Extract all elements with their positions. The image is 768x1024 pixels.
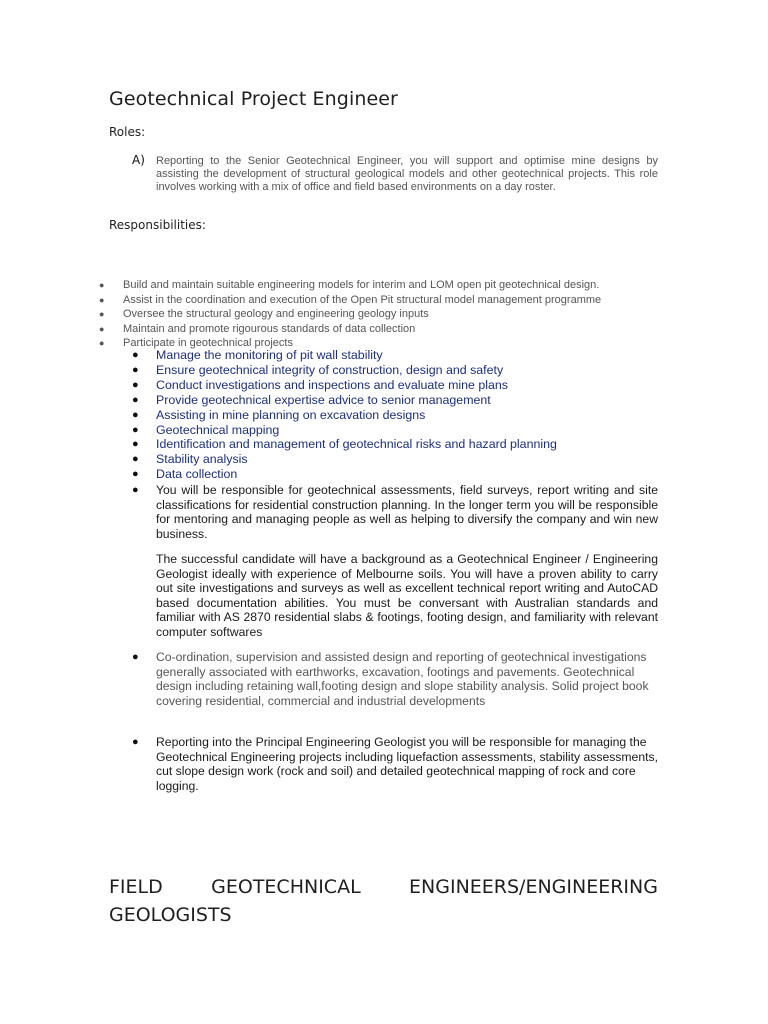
paragraph-reporting: Reporting into the Principal Engineering Geologist you will be responsible for managing the Geotechnical Engineering projects including liquefaction assessments, stability assessments, cut slope design work (rock and soil) and detailed geotechnical mapping of rock and core logging. <box>156 735 658 793</box>
roles-heading: Roles: <box>109 125 146 139</box>
list-item: ● Conduct investigations and inspections and evaluate mine plans <box>132 377 508 392</box>
heading-line-2: GEOLOGISTS <box>109 904 232 926</box>
list-item: ● Maintain and promote rigourous standards of data collection <box>99 322 416 335</box>
heading-word: FIELD <box>109 876 163 898</box>
responsibilities-heading: Responsibilities: <box>109 218 206 232</box>
list-item: ● Identification and management of geotechnical risks and hazard planning <box>132 437 557 452</box>
list-item: ● Provide geotechnical expertise advice to senior management <box>132 392 491 407</box>
bullet-icon: ● <box>132 408 139 421</box>
bullet-icon: ● <box>132 438 139 451</box>
bullet-icon: ● <box>132 378 139 391</box>
list-item: ● Build and maintain suitable engineering models for interim and LOM open pit geotechnical design. <box>99 279 600 291</box>
bullet-icon: ● <box>132 363 139 376</box>
bullet-icon: ● <box>132 736 139 748</box>
roles-description: Reporting to the Senior Geotechnical Engineer, you will support and optimise mine designs by assisting the development of structural geological models and other geotechnical projects. This role involves working with a mix of office and field based environments on a day roster. <box>156 155 658 193</box>
list-item: ● Data collection <box>132 467 238 482</box>
bullet-icon: ● <box>132 484 139 496</box>
list-item: ● Stability analysis <box>132 452 248 467</box>
bullet-icon: ● <box>99 309 105 320</box>
list-item: ● Oversee the structural geology and engineering geology inputs <box>99 308 429 321</box>
bullet-icon: ● <box>132 651 139 663</box>
bullet-icon: ● <box>132 393 139 406</box>
paragraph-responsibilities: You will be responsible for geotechnical assessments, field surveys, report writing and site classifications for residential construction planning. In the longer term you will be responsible for mentoring and managing people as well as helping to diversify the company and win new business. <box>156 483 658 541</box>
bullet-icon: ● <box>132 468 139 481</box>
paragraph-coordination: Co-ordination, supervision and assisted design and reporting of geotechnical investigations generally associated with earthworks, excavation, footings and pavements. Geotechnical design including retaining wall,footing design and slope stability analysis. Solid project book covering residential, commercial and industrial developments <box>156 650 649 708</box>
list-item: ● Participate in geotechnical projects <box>99 337 293 350</box>
bullet-icon: ● <box>99 323 105 334</box>
bullet-icon: ● <box>99 294 105 305</box>
list-item: ● Assist in the coordination and execution of the Open Pit structural model management programme <box>99 293 602 306</box>
section-heading-field-geotechnical <box>109 873 658 929</box>
list-item: ● Assisting in mine planning on excavation designs <box>132 407 426 422</box>
roles-item-marker: A) <box>132 153 145 167</box>
bullet-icon: ● <box>132 423 139 436</box>
bullet-icon: ● <box>99 338 105 349</box>
page-title: Geotechnical Project Engineer <box>109 88 398 110</box>
heading-word: ENGINEERS/ENGINEERING <box>409 876 658 898</box>
list-item: ● Ensure geotechnical integrity of construction, design and safety <box>132 362 504 377</box>
duties-list <box>132 348 658 482</box>
responsibilities-list <box>98 278 658 351</box>
bullet-icon: ● <box>132 349 139 361</box>
list-item: ● Geotechnical mapping <box>132 422 280 437</box>
list-item: ● Manage the monitoring of pit wall stability <box>132 348 383 362</box>
paragraph-candidate: The successful candidate will have a background as a Geotechnical Engineer / Engineering Geologist ideally with experience of Melbourne soils. You will have a proven ability to carry out site investigations and surveys as well as excellent technical report writing and AutoCAD based documentation abilities. You must be conversant with Australian standards and familiar with AS 2870 residential slabs & footings, footing design, and familiarity with relevant computer softwares <box>156 552 658 639</box>
bullet-icon: ● <box>99 280 105 290</box>
bullet-icon: ● <box>132 453 139 466</box>
heading-word: GEOTECHNICAL <box>211 876 361 898</box>
